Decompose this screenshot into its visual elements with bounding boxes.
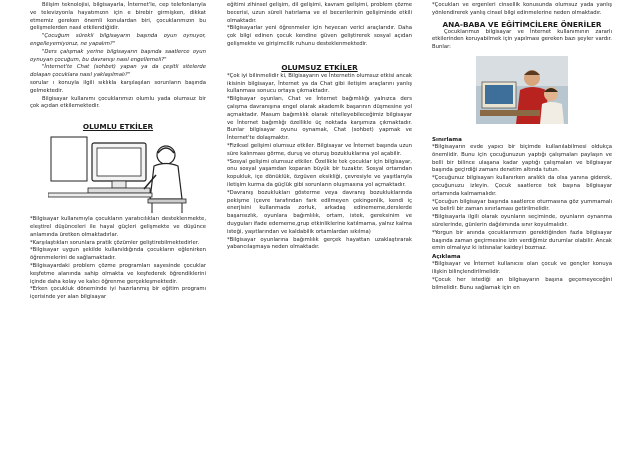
explanation-item: *Bilgisayar ve İnternet kullanıcısı olan çocuk ve gençler konuya ilişkin bilinçlendirilmelidir. <box>432 261 612 275</box>
positive-effect-item: *Bilgisayar kullanımıyla çocukların yaratıcılıkları desteklenmekte, eleştirel düşünceleri ile hayal güçleri gelişmekte ve düşünce anlamında üretken olmaktadırlar. <box>30 216 206 238</box>
explanation-item: *Çocuk her istediği an bilgisayarın başına geçemeyeceğini bilmelidir. Bunu sağlamak için en <box>432 276 612 291</box>
photo-desk <box>480 110 540 116</box>
keyboard <box>88 188 150 193</box>
family-computer-photo <box>476 56 568 124</box>
intro-paragraph: Bilişim teknolojisi, bilgisayarla, İnternet'le, cep telefonlarıyla ve televizyonla hayatımızın için e birebir girmişken, dikkat etmemiz gereken önemli konulardan biri, çocuklarımızın bu gelişmelerden nasıl etkilendiğidir. <box>30 2 206 32</box>
negative-effect-item: *Sosyal gelişimi olumsuz etkiler. Özellikle tek çocuklar için bilgisayar, onu sosyal yaşamdan koparan büyük bir tuzaktır. Sosyal ortamdan kopukluk, içe dönüklük, özgüven eksikliği, çevresiyle ve yaşıtlarıyla iletişim kurma da güçlük gibi sorunların oluşmasına yol açmaktadır. <box>227 158 412 188</box>
child-body <box>150 164 182 200</box>
monitor-stand <box>112 181 126 188</box>
column-3-paragraph: *Çocukları ve ergenleri cinsellik konusunda olumsuz yada yanlış yönlendirerek yanlış cinsel bilgi edinmelerine neden olmaktadır. <box>432 2 612 16</box>
recommendations-intro: Çocuklarımızı bilgisayar ve İnternet kullanımının zararlı etkilerinden koruyabilmek için yapılması gereken bazı şeyler vardır. Bunlar: <box>432 28 612 51</box>
column-2-paragraph: *Bilgisayarlar yeni öğrenmeler için heyecan verici araçlarıdır. Daha çok bilgi edinen çocuk kendine güven geliştirerek sosyal açıdan gelişmekte ve girişimcilik ruhunu desteklenmektedir. <box>227 25 412 47</box>
limitation-subheading: Sınırlama <box>432 136 462 143</box>
positive-effects-heading: OLUMLU ETKİLER <box>82 122 154 132</box>
negative-effects-heading: OLUMSUZ ETKİLER <box>281 62 358 72</box>
desk-panel <box>51 137 87 181</box>
photo-screen <box>485 85 513 104</box>
limitation-item: *Yorgun bir anında çocuklarımızın gerektiğinden fazla bilgisayar başında zaman geçirmesine izin verdiğimiz durumlar olabilir. Ancak emin olmalıyız ki istisnalar kaideyi bozmaz. <box>432 229 612 252</box>
desk <box>48 193 152 197</box>
column-1 <box>30 0 206 451</box>
column-2 <box>227 0 412 451</box>
child-computer-illustration <box>48 133 188 215</box>
positive-effect-item: *Bilgisayardaki problem çözme programları sayesinde çocuklar keşfetme alanında sahip olmakta ve keşfederek öğrendiklerini içinde daha kolay ve kalıcı öğrenme gerçekleşmektedir. <box>30 262 206 285</box>
limitation-item: *Bilgisayarla ilgili olarak oyunların seçiminde, oyunların oynanma sürelerinde, günlerin dağılımında sınır koyulmalıdır. <box>432 214 612 228</box>
column-2-paragraph: eğitimi zihinsel gelişim, dil gelişimi, kavram gelişimi, problem çözme becerisi, uzun süreli hatırlama ve el becerilerinin gelişiminde etkili olmaktadır. <box>227 2 412 24</box>
recommendations-heading: ANA-BABA VE EĞİTİMCİLERE ÖNERİLER <box>442 19 602 29</box>
questions-paragraph: sorular ı konuyla ilgili sıklıkla karşılaşılan sorunların başında gelmektedir. <box>30 79 206 94</box>
chair <box>148 199 186 203</box>
limitation-item: *Çocuğun bilgisayar başında saatlerce oturmasına göz yummamalı ve belirli bir zaman sınırlaması getirilmelidir. <box>432 198 612 213</box>
quote-3: "İnternet'te Chat (sohbet) yapan ya da çeşitli sitelerde dolaşan çocuklara nasıl yaklaşılmalı?" <box>30 64 206 79</box>
explanation-subheading: Açıklama <box>432 254 461 261</box>
positive-effect-item: *Bilgisayar uygun şekilde kullanıldığında çocukların eğlenirken öğrenmelerini de sağlamaktadır. <box>30 247 206 262</box>
photo-child-body <box>540 102 564 124</box>
quote-2: "Ders çalışmak yerine bilgisayarın başında saatlerce oyun oynuyan çocuğum, bu davranışı nasıl engellemeli?" <box>30 48 206 63</box>
limitation-item: *Çocuğunuz bilgisayarı kullanırken aralıklı da olsa yanına giderek, çocuğunuzu izleyin. Çocuk saatlerce tek başına bilgisayar ortamında kalmamalıdır. <box>432 175 612 197</box>
positive-effect-item: *Karşılaştıkları sorunlara pratik çözümler geliştirebilmektedirler. <box>30 239 200 246</box>
monitor-screen <box>97 148 141 176</box>
column-3 <box>432 0 612 451</box>
negative-effect-item: *Fiziksel gelişimi olumsuz etkiler. Bilgisayar ve İnternet başında uzun süre kalınması görme, duruş ve oturuş bozukluklarına yol açabilir. <box>227 142 412 157</box>
negative-effect-item: *Bilgisayar oyunları, Chat ve İnternet bağımlılığı yalnızca ders çalışma davranışına engel olarak akademik başarının düşmesine yol açmaktadır. Masum bağımlılık olarak nitelleyebileceğimiz bilgisayar ve İnternet bağımlığı özellikle üç noktada karşımıza çıkmaktadır. Bunlar bilgisayar oyunu oynamak, Chat (sohbet) yapmak ve İnternet'te dolaşmaktır. <box>227 96 412 142</box>
negative-effect-item: *Davranış bozuklukları gösterme veya davranış bozukluklarında pekişme (çevre tarafından fark edilmeyen çekingenlik, kendi iç enerjisini kullanmada zorluk, arkadaş edinememe,derslerde başarısızlık, oyunlara bağımlılık, ortam, istek, gereksinim ve duyguları ifade edememe,grup etkinliklerine katılmama, yalnız kalma isteği, yaşıtlarından ve kaldabilik ortamlardan sıkılma) <box>227 189 412 235</box>
effects-paragraph: Bilgisayar kullanımı çocuklarımızı olumlu yada olumsuz bir çok açıdan etkilemektedir. <box>30 95 206 110</box>
negative-effect-item: *Bilgisayar oyunlarına bağımlılık gerçek hayattan uzaklaştırarak yabancılaşmaya neden olmaktadır. <box>227 236 412 251</box>
positive-effect-item: *Erken çocukluk döneminde iyi hazırlanmış bir eğitim programı içerisinde yer alan bilgisayar <box>30 286 206 301</box>
limitation-item: *Bilgisayarın evde yapıcı bir biçimde kullanılabilmesi oldukça önemlidir. Bunu için çocuğunuzun yaptığı çalışmaları paylaşın ve belli bir bilince ulaşana kadar yaptığı çalışmaları ve bilgisayar başında geçirdiği zamanı denetim altında tutun. <box>432 143 612 174</box>
quote-1: "Çocuğum sürekli bilgisayarın başında oyun oynuyor, engelleyemiyoruz, ne yapalım?" <box>30 33 206 47</box>
negative-effect-item: *Çok iyi bilinmelidir ki, Bilgisayarın ve İnternetin olumsuz etkisi ancak ikisinin bilgisayar, İnternet ya da Chat gibi iletişim araçlarını yanlış kullanması sonucu ortaya çıkmaktadır. <box>227 72 412 95</box>
